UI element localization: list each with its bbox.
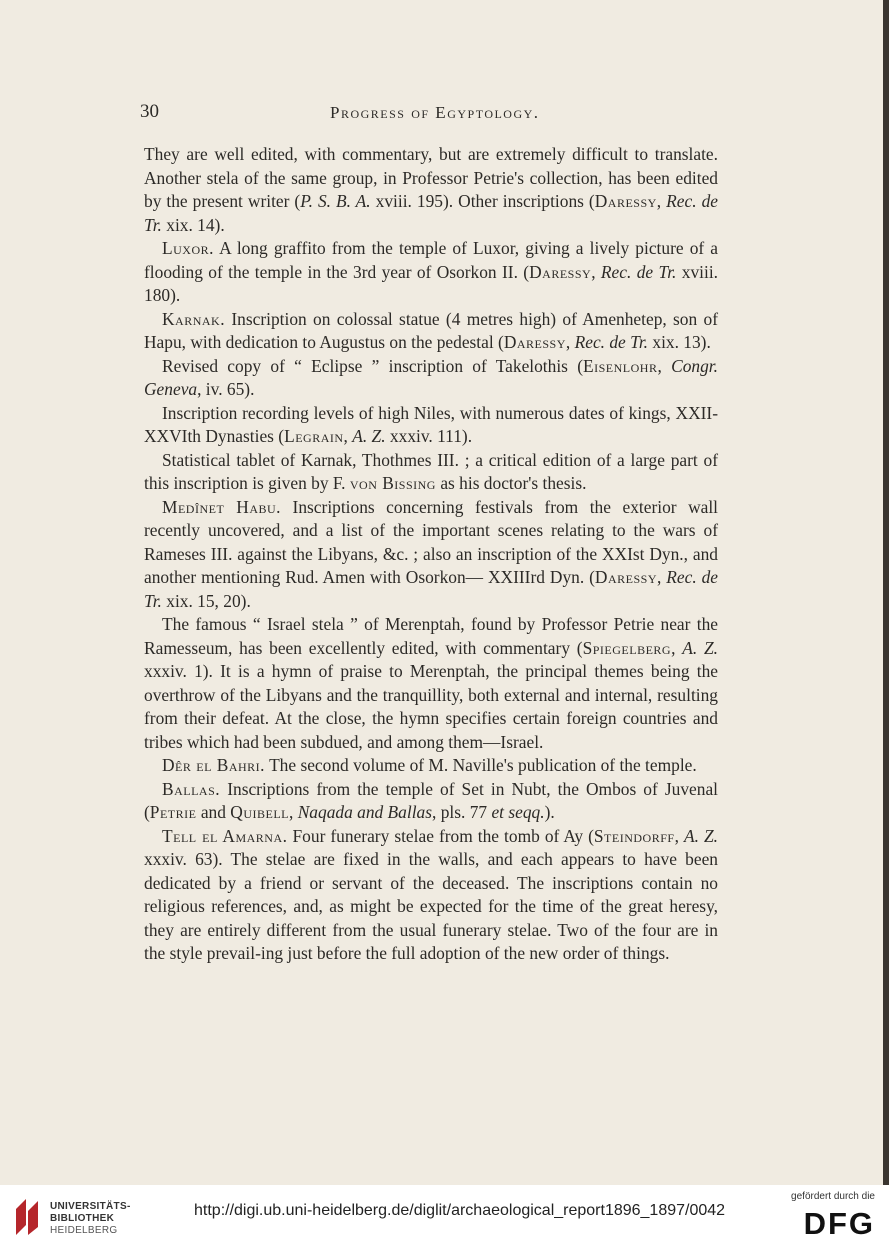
small-caps-text: Spiegelberg <box>582 637 672 658</box>
page-edge-shadow <box>883 0 889 1185</box>
text-run: Inscription recording levels of high Niles, with numerous dates of kings, XXII-XXVIth Dynasties ( <box>144 402 718 446</box>
small-caps-text: Daressy <box>503 332 566 352</box>
small-caps-text: von Bissing <box>349 473 436 493</box>
text-run: xviii. 180). <box>144 261 719 305</box>
small-caps-text: Tell el Amarna. <box>162 825 288 846</box>
text-run: , pls. 77 <box>432 802 492 822</box>
text-run: and <box>196 802 231 822</box>
text-run: xviii. 195). Other inscriptions ( <box>370 191 595 211</box>
library-logo[interactable] <box>12 1193 182 1241</box>
paragraph <box>144 496 718 614</box>
text-run: A long graffito from the temple of Luxor, giving a lively picture of a flooding of the temple in the 3rd year of Osorkon II. ( <box>144 238 718 282</box>
italic-text: Naqada and Ballas <box>297 802 433 822</box>
italic-text: Rec. de Tr. <box>144 567 719 611</box>
italic-text: A. Z. <box>683 825 718 846</box>
small-caps-text: Ballas. <box>162 778 221 799</box>
text-run: They are well edited, with commentary, but are extremely difficult to translate. Another stela of the same group, in Professor Petrie's collection, has been edited by the present writer ( <box>144 144 718 211</box>
text-run: xxxiv. 1). It is a hymn of praise to Merenptah, the principal themes being the overthrow of the Libyans and the tranquillity, both external and internal, resulting from their defeat. At the close, the hymn specifies certain foreign countries and tribes which had been subdued, and among them—Israel. <box>144 661 718 752</box>
small-caps-text: Eisenlohr <box>583 355 658 376</box>
text-run: , <box>674 825 684 846</box>
logo-text-line3: HEIDELBERG <box>50 1225 118 1236</box>
text-run: , <box>591 261 601 282</box>
small-caps-text: Luxor. <box>162 238 214 258</box>
text-run: Four funerary stelae from the tomb of Ay ( <box>287 825 594 846</box>
text-run: Inscriptions from the temple of Set in Nubt, the Ombos of Juvenal ( <box>144 778 718 822</box>
italic-text: Rec. de Tr. <box>574 332 649 352</box>
small-caps-text: Steindorff <box>593 825 675 846</box>
text-run: , iv. 65). <box>197 379 255 399</box>
text-run: , <box>656 191 667 211</box>
text-run: The second volume of M. Naville's publication of the temple. <box>265 755 697 775</box>
text-run: Revised copy of “ Eclipse ” inscription of Takelothis ( <box>162 355 584 376</box>
paragraph <box>144 308 718 355</box>
text-run: Inscriptions concerning festivals from the exterior wall recently uncovered, and a list of the important scenes relating to the wars of Rameses III. against the Libyans, &c. ; also an inscription of the XXIst Dyn., and another mentioning Rud. Amen with Osorkon— XXIIIrd Dyn. ( <box>144 496 719 587</box>
paragraph <box>144 449 718 496</box>
text-run: , <box>656 567 667 587</box>
italic-text: Congr. Geneva <box>144 355 718 399</box>
body-text <box>144 143 718 966</box>
page-number: 30 <box>140 101 159 122</box>
text-run: Statistical tablet of Karnak, Thothmes III. ; a critical edition of a large part of this inscription is given by F. <box>144 449 718 493</box>
small-caps-text: Legrain <box>284 426 344 446</box>
small-caps-text: Dêr el Bahri. <box>162 755 266 775</box>
small-caps-text: Daressy <box>594 191 657 211</box>
text-run: xxxiv. 63). The stelae are fixed in the walls, and each appears to have been dedicated by a friend or servant of the deceased. The inscriptions contain no religious references, and, as might be expected for the time of the great heresy, they are entirely different from the usual funerary stelae. Two of the four are in the style prevail-ing just before the full adoption of the new order of things. <box>144 849 718 963</box>
text-run: as his doctor's thesis. <box>435 473 587 493</box>
running-title: Progress of Egyptology. <box>330 103 540 122</box>
italic-text: A. Z. <box>352 426 386 446</box>
permalink-url[interactable]: http://digi.ub.uni-heidelberg.de/diglit/archaeological_report1896_1897/0042 <box>194 1202 726 1219</box>
paragraph <box>144 237 718 308</box>
paragraph <box>144 402 718 449</box>
small-caps-text: Medînet Habu. <box>162 496 282 517</box>
text-run: xxxiv. 111). <box>385 426 473 446</box>
logo-text-line1: UNIVERSITÄTS- <box>50 1201 131 1212</box>
text-run: , <box>657 355 672 376</box>
text-run: , <box>565 332 575 352</box>
paragraph <box>144 778 718 825</box>
italic-text: P. S. B. A. <box>300 191 371 211</box>
funder-label: gefördert durch die <box>791 1191 875 1202</box>
italic-text: Rec. de Tr. <box>144 191 718 235</box>
text-run: Inscription on colossal statue (4 metres high) of Amenhetep, son of Hapu, with dedication to Augustus on the pedestal ( <box>144 308 718 352</box>
logo-text-line2: BIBLIOTHEK <box>50 1213 115 1224</box>
text-run: ). <box>544 802 555 822</box>
text-run: xix. 15, 20). <box>161 590 251 611</box>
paragraph <box>144 825 718 966</box>
paragraph <box>144 355 718 402</box>
dfg-logo-icon: DFG <box>803 1206 875 1241</box>
text-run: , <box>671 637 683 658</box>
university-library-logo-icon <box>12 1195 42 1237</box>
paragraph <box>144 143 718 237</box>
footer-bar <box>0 1185 889 1249</box>
small-caps-text: Petrie <box>149 802 197 822</box>
page-header <box>140 101 720 129</box>
italic-text: A. Z. <box>682 637 718 658</box>
text-run: xix. 13). <box>648 332 711 352</box>
italic-text: Rec. de Tr. <box>600 261 677 282</box>
text-run: , <box>343 426 353 446</box>
small-caps-text: Daressy <box>594 567 657 587</box>
text-run: The famous “ Israel stela ” of Merenptah, found by Professor Petrie near the Ramesseum, has been excellently edited, with commentary ( <box>144 614 718 658</box>
paragraph <box>144 613 718 754</box>
text-run: xix. 14). <box>161 214 225 235</box>
italic-text: et seqq. <box>491 802 545 822</box>
small-caps-text: Karnak. <box>162 308 226 329</box>
text-run: , <box>289 802 298 822</box>
paragraph <box>144 754 718 778</box>
small-caps-text: Daressy <box>529 261 592 282</box>
small-caps-text: Quibell <box>230 802 289 822</box>
funder-block[interactable] <box>775 1191 875 1242</box>
